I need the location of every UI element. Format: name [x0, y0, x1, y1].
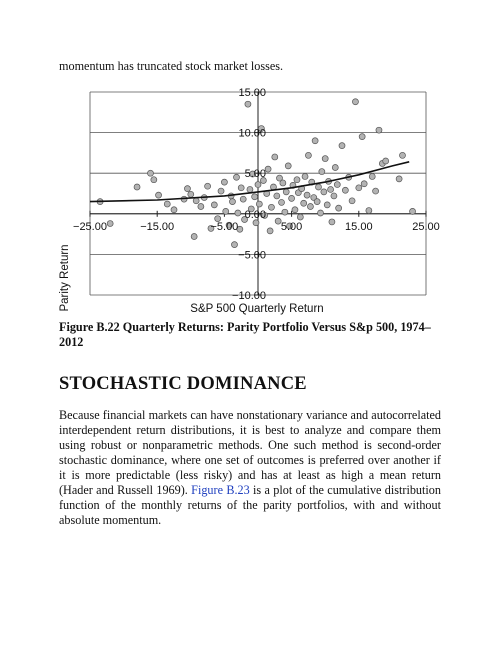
data-point — [156, 192, 162, 198]
figure-caption: Figure B.22 Quarterly Returns: Parity Portfolio Versus S&p 500, 1974–2012 — [59, 320, 431, 349]
data-point — [321, 189, 327, 195]
data-point — [223, 208, 229, 214]
data-point — [332, 165, 338, 171]
x-tick-label: 25.00 — [412, 220, 440, 233]
body-text-part2: is a plot of the cumulative distribution function of the monthly returns of the parity portfolios, with and without absolute momentum. — [59, 483, 441, 527]
data-point — [329, 219, 335, 225]
figure-link[interactable]: Figure B.23 — [191, 483, 250, 497]
data-point — [205, 183, 211, 189]
data-point — [336, 205, 342, 211]
data-point — [352, 99, 358, 105]
data-point — [252, 194, 258, 200]
y-tick-label: 0.00 — [244, 208, 266, 221]
y-axis-label: Parity Return — [59, 244, 71, 312]
data-point — [268, 204, 274, 210]
y-tick-label: 15.00 — [238, 87, 266, 99]
x-tick-label: −5.00 — [210, 220, 239, 233]
data-point — [292, 207, 298, 213]
data-point — [285, 163, 291, 169]
intro-paragraph: momentum has truncated stock market losses. — [59, 59, 284, 73]
data-point — [334, 182, 340, 188]
data-point — [171, 207, 177, 213]
data-point — [193, 198, 199, 204]
data-point — [359, 134, 365, 140]
data-point — [282, 209, 288, 215]
data-point — [356, 185, 362, 191]
y-tick-label: 10.00 — [238, 127, 266, 140]
data-point — [349, 198, 355, 204]
data-point — [331, 193, 337, 199]
data-point — [198, 203, 204, 209]
data-point — [164, 201, 170, 207]
data-point — [339, 143, 345, 149]
y-tick-label: −5.00 — [238, 249, 266, 262]
data-point — [191, 234, 197, 240]
data-point — [235, 210, 241, 216]
data-point — [322, 156, 328, 162]
data-point — [399, 152, 405, 158]
data-point — [267, 228, 273, 234]
data-point — [376, 127, 382, 133]
x-tick-label: 15.00 — [345, 220, 373, 233]
data-point — [231, 242, 237, 248]
data-point — [184, 186, 190, 192]
data-point — [233, 174, 239, 180]
data-point — [315, 184, 321, 190]
data-point — [229, 199, 235, 205]
data-point — [272, 154, 278, 160]
data-point — [302, 173, 308, 179]
data-point — [301, 200, 307, 206]
data-point — [314, 199, 320, 205]
data-point — [312, 138, 318, 144]
body-text-part1: Because financial markets can have nonstationary variance and autocorrelated interdependent return distributions, it is best to analyze and compare them using robust or nonparametric methods. One such method is second-order stochastic dominance, where one set of outcomes is preferred over another if it is more predictable (less risky) and has at least as high a mean return (Hader and Russell 1969). — [59, 408, 441, 497]
data-point — [221, 179, 227, 185]
data-point — [274, 193, 280, 199]
data-point — [319, 169, 325, 175]
data-point — [280, 180, 286, 186]
data-point — [134, 184, 140, 190]
x-tick-label: 5.00 — [280, 220, 303, 233]
y-tick-label: −10.00 — [232, 290, 266, 302]
data-point — [256, 201, 262, 207]
data-point — [383, 158, 389, 164]
data-point — [240, 196, 246, 202]
scatter-chart — [0, 84, 500, 320]
data-point — [396, 176, 402, 182]
x-axis-label: S&P 500 Quarterly Return — [190, 303, 324, 315]
data-point — [373, 188, 379, 194]
data-point — [342, 187, 348, 193]
data-point — [361, 181, 367, 187]
data-point — [245, 101, 251, 107]
data-point — [410, 208, 416, 214]
data-point — [307, 203, 313, 209]
data-point — [324, 202, 330, 208]
data-point — [289, 195, 295, 201]
data-point — [255, 182, 261, 188]
data-point — [304, 192, 310, 198]
body-paragraph — [59, 408, 441, 528]
data-point — [328, 186, 334, 192]
data-point — [297, 214, 303, 220]
data-point — [369, 173, 375, 179]
data-point — [294, 177, 300, 183]
data-point — [247, 186, 253, 192]
x-tick-label: −15.00 — [140, 220, 175, 233]
data-point — [279, 199, 285, 205]
data-point — [238, 185, 244, 191]
data-point — [283, 189, 289, 195]
data-point — [188, 191, 194, 197]
data-point — [147, 170, 153, 176]
data-point — [366, 208, 372, 214]
data-point — [151, 177, 157, 183]
section-heading: STOCHASTIC DOMINANCE — [59, 374, 307, 394]
data-point — [317, 210, 323, 216]
data-point — [107, 221, 113, 227]
data-point — [211, 202, 217, 208]
data-point — [305, 152, 311, 158]
y-tick-label: 5.00 — [244, 168, 266, 181]
x-tick-label: −25.00 — [73, 220, 107, 233]
data-point — [218, 188, 224, 194]
